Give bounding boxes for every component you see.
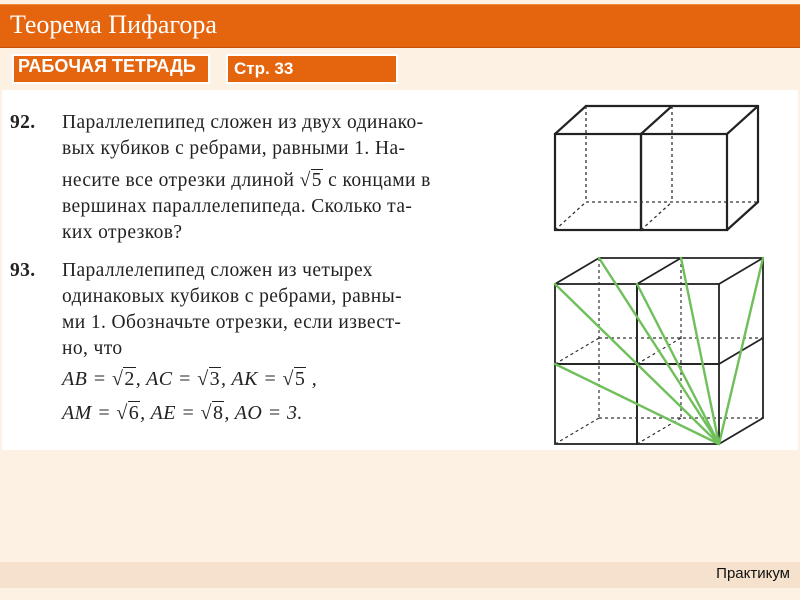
page-tag: Стр. 33 <box>226 54 398 84</box>
task-92-line <box>10 136 530 162</box>
task-92-text: несите все отрезки длиной <box>62 170 295 191</box>
task-93-line <box>10 310 530 336</box>
content-panel <box>2 90 798 450</box>
task-93-number: 93. <box>10 260 36 281</box>
task-93-text: ми 1. Обозначьте отрезки, если извест- <box>62 312 402 333</box>
task-92-text: с концами в <box>328 170 431 191</box>
task-92-number: 92. <box>10 112 36 133</box>
task-93-line <box>10 258 530 284</box>
footer-bar <box>0 562 800 588</box>
task-93-line <box>10 336 530 362</box>
task-92-line <box>10 110 530 136</box>
task-93-text: но, что <box>62 338 123 359</box>
formula-line-1: AB = √2, AC = √3, AK = √5 , <box>62 368 318 390</box>
task-92-line <box>10 220 530 246</box>
task-92 <box>10 110 530 246</box>
slide-title: Теорема Пифагора <box>10 10 217 39</box>
task-92-text: ких отрезков? <box>62 222 183 243</box>
task-92-text: вершинах параллелепипеда. Сколько та- <box>62 196 413 217</box>
four-cubes-figure <box>550 256 780 448</box>
two-cubes-figure <box>550 102 780 234</box>
sqrt-radicand: 5 <box>311 170 322 191</box>
green-segments <box>555 258 763 444</box>
task-92-line <box>10 194 530 220</box>
task-93 <box>10 258 530 430</box>
task-92-line <box>10 168 530 194</box>
footer-label: Практикум <box>716 565 790 582</box>
task-93-text: Параллелепипед сложен из четырех <box>62 260 373 281</box>
formula-line-2: AM = √6, AE = √8, AO = 3. <box>62 402 303 424</box>
task-92-text: вых кубиков с ребрами, равными 1. На- <box>62 138 406 159</box>
title-bar <box>0 4 800 48</box>
task-93-line <box>10 284 530 310</box>
task-92-text: Параллелепипед сложен из двух одинако- <box>62 112 424 133</box>
sqrt-symbol: √ <box>299 170 311 191</box>
task-93-text: одинаковых кубиков с ребрами, равны- <box>62 286 402 307</box>
workbook-tag: РАБОЧАЯ ТЕТРАДЬ <box>12 54 210 84</box>
